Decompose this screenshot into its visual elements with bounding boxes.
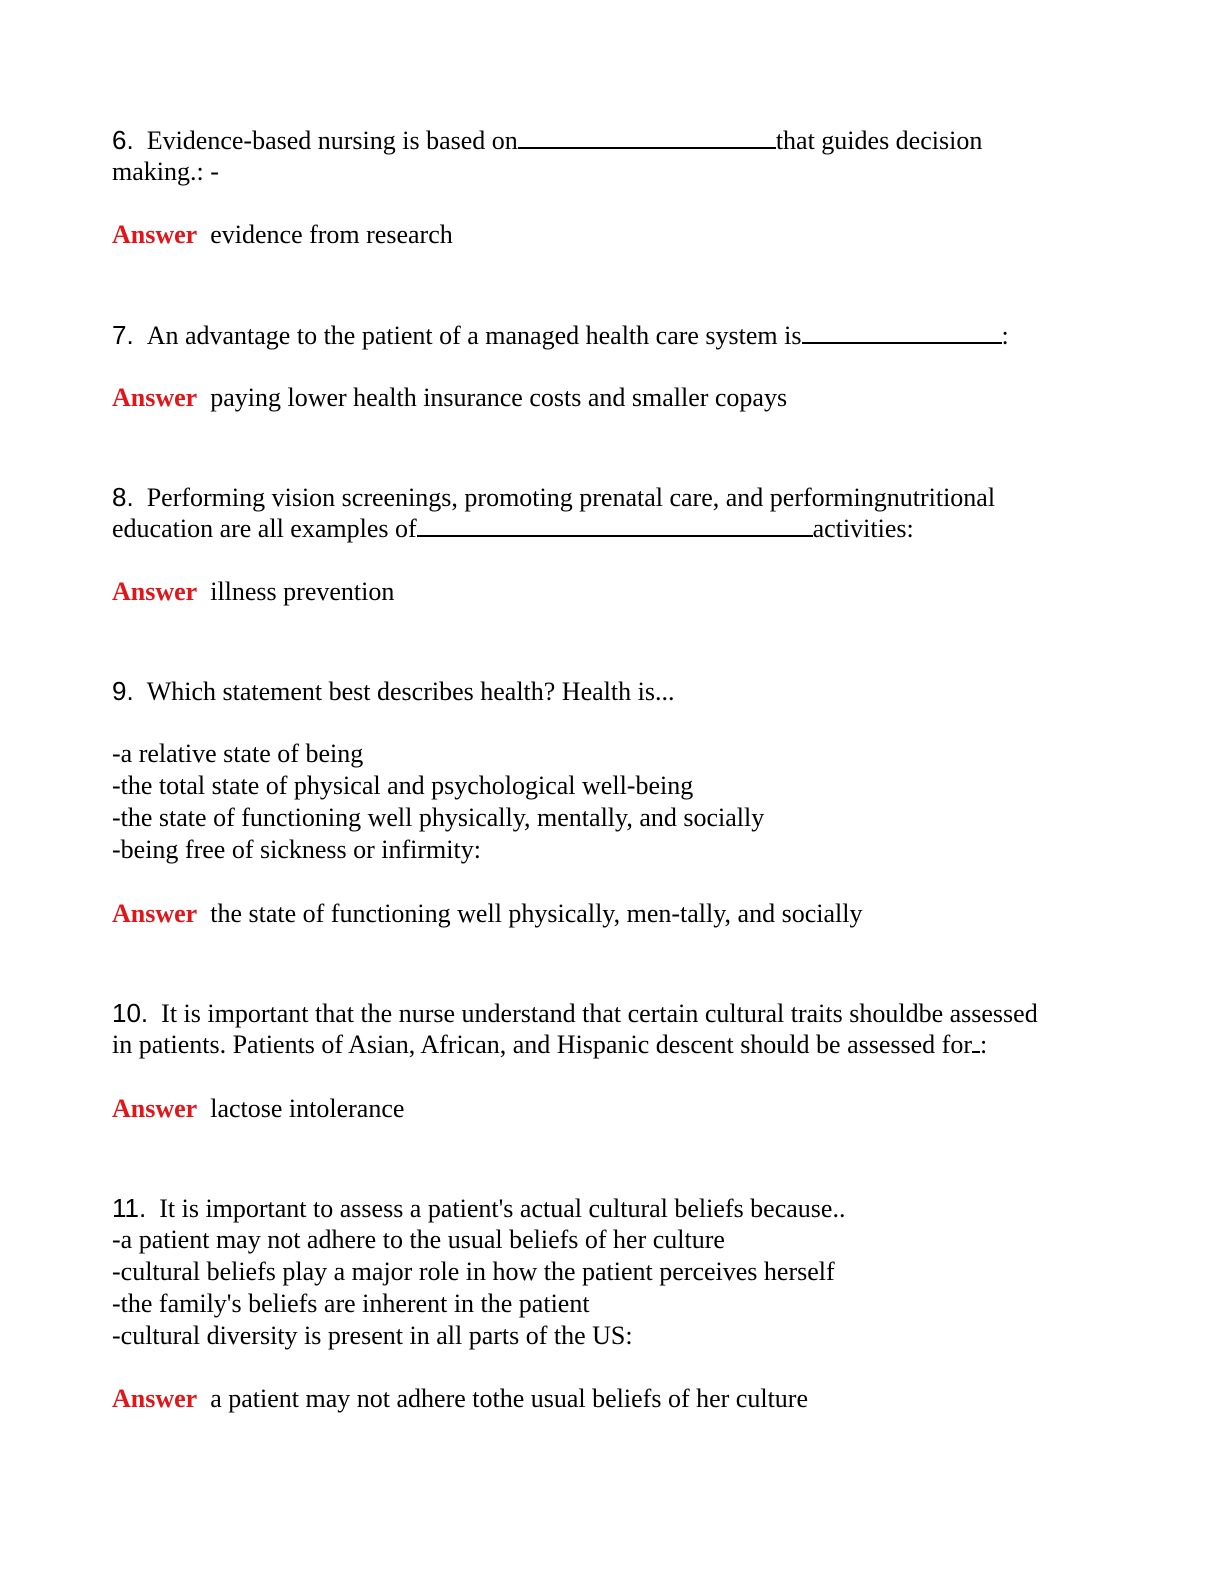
question-text: It is important to assess a patient's actual cultural beliefs because.. <box>159 1194 846 1223</box>
answer-label: Answer <box>112 1094 198 1123</box>
answer-label: Answer <box>112 577 198 606</box>
question-text: education are all examples of <box>112 514 417 543</box>
question-11-line-1 <box>112 1192 845 1225</box>
option-line <box>112 802 764 834</box>
option-text: -the state of functioning well physically, mentally, and socially <box>112 803 765 832</box>
answer-text: paying lower health insurance costs and smaller copays <box>210 383 788 412</box>
question-6-line-2 <box>112 156 219 188</box>
answer-blank <box>972 1029 980 1053</box>
question-number: 8. <box>112 482 134 512</box>
answer-text: the state of functioning well physically, men-tally, and socially <box>210 899 863 928</box>
question-text: An advantage to the patient of a managed health care system is <box>146 321 802 350</box>
question-text: Evidence-based nursing is based on <box>146 126 518 155</box>
answer-label: Answer <box>112 383 198 412</box>
answer-text: illness prevention <box>210 577 395 606</box>
question-8-line-2 <box>112 513 914 545</box>
answer-11 <box>112 1383 808 1415</box>
option-text: -the total state of physical and psychological well-being <box>112 771 694 800</box>
question-number: 11. <box>112 1193 147 1223</box>
question-text: Which statement best describes health? Health is... <box>146 677 675 706</box>
question-text: It is important that the nurse understand that certain cultural traits shouldbe assessed <box>161 999 1038 1028</box>
question-text: Performing vision screenings, promoting prenatal care, and performingnutritional <box>146 483 996 512</box>
option-text: -cultural diversity is present in all parts of the US: <box>112 1321 633 1350</box>
question-number: 9. <box>112 676 134 706</box>
option-line <box>112 1320 633 1352</box>
answer-10 <box>112 1093 404 1125</box>
answer-blank <box>518 125 776 149</box>
answer-text: evidence from research <box>210 220 453 249</box>
answer-8 <box>112 576 394 608</box>
question-8-line-1 <box>112 481 995 514</box>
answer-6 <box>112 219 453 251</box>
question-number: 10. <box>112 998 149 1028</box>
option-line <box>112 738 363 770</box>
question-text: making.: - <box>112 157 219 186</box>
question-7-line-1 <box>112 319 1009 352</box>
question-text: : <box>1001 321 1009 350</box>
question-number: 7. <box>112 320 134 350</box>
option-line <box>112 770 693 802</box>
answer-9 <box>112 898 862 930</box>
option-line <box>112 834 481 866</box>
question-text: in patients. Patients of Asian, African, and Hispanic descent should be assessed for <box>112 1030 972 1059</box>
option-text: -cultural beliefs play a major role in how the patient perceives herself <box>112 1257 835 1286</box>
question-text: that guides decision <box>775 126 983 155</box>
question-6-line-1 <box>112 124 982 157</box>
answer-7 <box>112 382 787 414</box>
answer-text: lactose intolerance <box>210 1094 405 1123</box>
answer-label: Answer <box>112 220 198 249</box>
option-text: -a patient may not adhere to the usual beliefs of her culture <box>112 1225 725 1254</box>
option-text: -the family's beliefs are inherent in the patient <box>112 1289 590 1318</box>
option-line <box>112 1256 835 1288</box>
question-10-line-1 <box>112 997 1038 1030</box>
question-number: 6. <box>112 125 134 155</box>
option-line <box>112 1288 590 1320</box>
question-text: activities: <box>812 514 914 543</box>
answer-label: Answer <box>112 1384 198 1413</box>
option-text: -a relative state of being <box>112 739 364 768</box>
option-text: -being free of sickness or infirmity: <box>112 835 481 864</box>
question-10-line-2 <box>112 1029 987 1061</box>
option-line <box>112 1224 725 1256</box>
question-text: : <box>979 1030 988 1059</box>
question-9-line-1 <box>112 675 674 708</box>
answer-label: Answer <box>112 899 198 928</box>
answer-blank <box>802 320 1002 344</box>
answer-blank <box>417 513 813 537</box>
answer-text: a patient may not adhere tothe usual beliefs of her culture <box>210 1384 808 1413</box>
